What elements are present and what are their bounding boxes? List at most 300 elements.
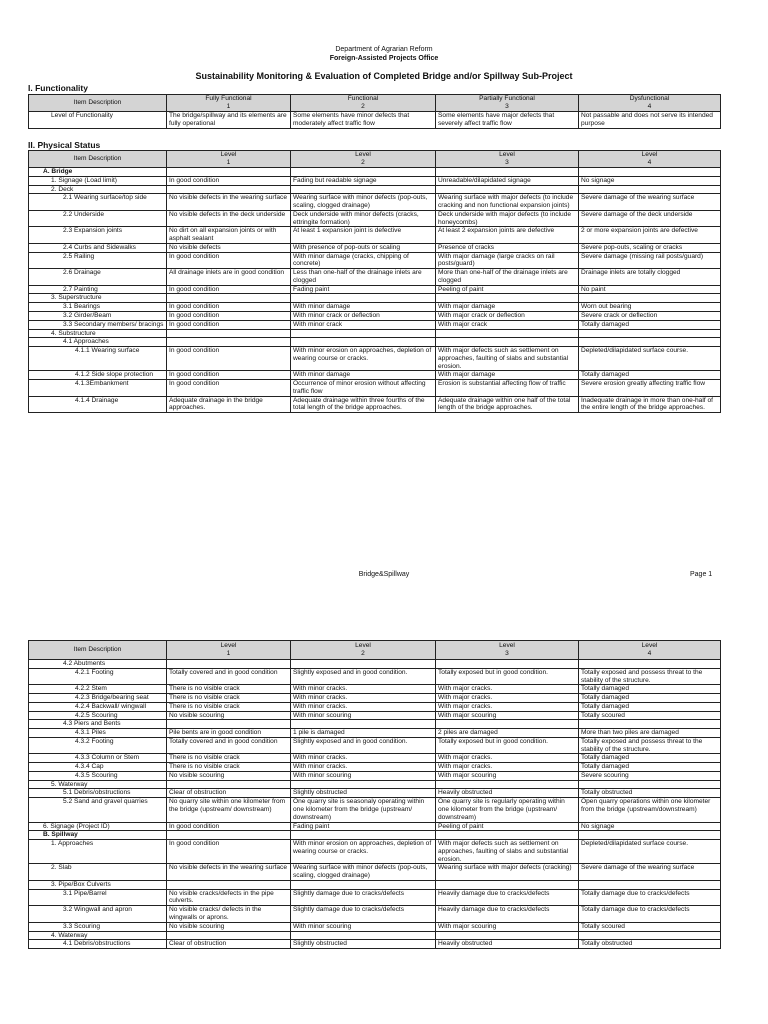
level-cell: With major cracks. bbox=[436, 685, 579, 694]
item-description-cell: 5.2 Sand and gravel quarries bbox=[29, 798, 167, 822]
table-row bbox=[29, 320, 721, 329]
level-cell: No visible scouring bbox=[167, 922, 291, 931]
table-row bbox=[29, 906, 721, 923]
level-cell bbox=[167, 831, 291, 840]
item-description-cell: 2.2 Underside bbox=[29, 210, 167, 227]
item-description-cell: 5. Waterway bbox=[29, 780, 167, 789]
level-cell bbox=[291, 931, 436, 940]
footer-label: Bridge&Spillway bbox=[358, 571, 410, 578]
level-cell bbox=[167, 185, 291, 194]
level-cell: In good condition bbox=[167, 312, 291, 321]
level-cell: With minor erosion on approaches, depletion of wearing course or cracks. bbox=[291, 347, 436, 371]
column-header: Dysfunctional 4 bbox=[579, 95, 721, 112]
level-cell bbox=[167, 880, 291, 889]
item-description-cell: 2. Deck bbox=[29, 185, 167, 194]
table-row bbox=[29, 371, 721, 380]
table-row bbox=[29, 185, 721, 194]
level-cell: With major damage bbox=[436, 303, 579, 312]
level-cell: Slightly exposed and in good condition. bbox=[291, 668, 436, 685]
level-cell: Some elements have minor defects that moderately affect traffic flow bbox=[291, 112, 436, 129]
item-description-cell: 1. Approaches bbox=[29, 840, 167, 864]
level-cell bbox=[291, 831, 436, 840]
level-cell: 1 pile is damaged bbox=[291, 729, 436, 738]
level-cell bbox=[579, 338, 721, 347]
item-description-cell: 4.1.1 Wearing surface bbox=[29, 347, 167, 371]
level-cell: Slightly damage due to cracks/defects bbox=[291, 889, 436, 906]
level-cell: Adequate drainage within one half of the total length of the bridge approaches. bbox=[436, 396, 579, 413]
level-cell: Heavily damage due to cracks/defects bbox=[436, 889, 579, 906]
level-cell: Deck underside with minor defects (cracks, ettringite formation) bbox=[291, 210, 436, 227]
level-cell: With major cracks. bbox=[436, 694, 579, 703]
level-cell: In good condition bbox=[167, 303, 291, 312]
level-cell: No visible scouring bbox=[167, 711, 291, 720]
column-header: Level 4 bbox=[579, 151, 721, 168]
document-title: Sustainability Monitoring & Evaluation of Completed Bridge and/or Spillway Sub-Project bbox=[195, 71, 573, 81]
item-description-cell: 3.2 Girder/Beam bbox=[29, 312, 167, 321]
level-cell: Totally exposed and possess threat to the stability of the structure. bbox=[579, 737, 721, 754]
level-cell bbox=[291, 780, 436, 789]
level-cell: Severe damage of the wearing surface bbox=[579, 864, 721, 881]
column-header: Functional 2 bbox=[291, 95, 436, 112]
table-row bbox=[29, 737, 721, 754]
level-cell: Fading but readable signage bbox=[291, 176, 436, 185]
physical-status-table-continued bbox=[28, 640, 721, 949]
column-header: Level 4 bbox=[579, 641, 721, 660]
level-cell: Occurrence of minor erosion without affecting traffic flow bbox=[291, 380, 436, 397]
table-row bbox=[29, 396, 721, 413]
level-cell bbox=[436, 780, 579, 789]
level-cell bbox=[579, 880, 721, 889]
level-cell: Not passable and does not serve its intended purpose bbox=[579, 112, 721, 129]
level-cell: Totally exposed and possess threat to the stability of the structure. bbox=[579, 668, 721, 685]
level-cell: No visible defects bbox=[167, 243, 291, 252]
level-cell: Wearing surface with major defects (to include cracking and non functional expansion joints) bbox=[436, 194, 579, 211]
level-cell: In good condition bbox=[167, 252, 291, 269]
table-row bbox=[29, 711, 721, 720]
table-row bbox=[29, 780, 721, 789]
table-row bbox=[29, 763, 721, 772]
level-cell bbox=[436, 329, 579, 338]
page-number: Page 1 bbox=[690, 571, 713, 578]
level-cell bbox=[167, 294, 291, 303]
level-cell bbox=[291, 294, 436, 303]
level-cell bbox=[291, 880, 436, 889]
physical-status-section-title: II. Physical Status bbox=[28, 140, 101, 150]
level-cell: Pile bents are in good condition bbox=[167, 729, 291, 738]
level-cell bbox=[291, 660, 436, 669]
table-row bbox=[29, 285, 721, 294]
level-cell: Heavily obstructed bbox=[436, 940, 579, 949]
level-cell: More than two piles are damaged bbox=[579, 729, 721, 738]
level-cell: With major damage (large cracks on rail posts/guard) bbox=[436, 252, 579, 269]
level-cell: No visible defects in the wearing surface bbox=[167, 194, 291, 211]
level-cell: Depleted/dilapidated surface course. bbox=[579, 347, 721, 371]
level-cell bbox=[579, 185, 721, 194]
column-header: Level 3 bbox=[436, 641, 579, 660]
level-cell: Heavily damage due to cracks/defects bbox=[436, 906, 579, 923]
level-cell: With presence of pop-outs or scaling bbox=[291, 243, 436, 252]
column-header: Item Description bbox=[29, 641, 167, 660]
office-name: Foreign-Assisted Projects Office bbox=[329, 55, 439, 62]
level-cell bbox=[436, 880, 579, 889]
level-cell: At least 2 expansion joints are defective bbox=[436, 227, 579, 244]
table-row bbox=[29, 880, 721, 889]
level-cell: With minor erosion on approaches, depletion of wearing course or cracks. bbox=[291, 840, 436, 864]
table-row bbox=[29, 660, 721, 669]
level-cell: Wearing surface with minor defects (pop-outs, scaling, clogged drainage) bbox=[291, 864, 436, 881]
item-description-cell: 4.2.3 Bridge/bearing seat bbox=[29, 694, 167, 703]
table-row bbox=[29, 694, 721, 703]
functionality-section-title: I. Functionality bbox=[28, 83, 88, 93]
item-description-cell: 4.2.2 Stem bbox=[29, 685, 167, 694]
level-cell bbox=[436, 931, 579, 940]
level-cell: Totally obstructed bbox=[579, 789, 721, 798]
table-row bbox=[29, 252, 721, 269]
table-row bbox=[29, 210, 721, 227]
department-name: Department of Agrarian Reform bbox=[335, 46, 433, 53]
item-description-cell: 4. Substructure bbox=[29, 329, 167, 338]
level-cell: There is no visible crack bbox=[167, 763, 291, 772]
table-row bbox=[29, 243, 721, 252]
item-description-cell: 5.1 Debris/obstructions bbox=[29, 789, 167, 798]
level-cell: Totally exposed but in good condition. bbox=[436, 737, 579, 754]
level-cell: Totally damage due to cracks/defects bbox=[579, 889, 721, 906]
item-description-cell: 3. Pipe/Box Culverts bbox=[29, 880, 167, 889]
table-row bbox=[29, 329, 721, 338]
column-header: Item Description bbox=[29, 95, 167, 112]
level-cell: Totally damaged bbox=[579, 702, 721, 711]
level-cell: Totally scoured bbox=[579, 711, 721, 720]
level-cell: Erosion is substantial affecting flow of traffic bbox=[436, 380, 579, 397]
level-cell bbox=[167, 168, 291, 177]
level-cell: With major scouring bbox=[436, 922, 579, 931]
level-cell: Totally damaged bbox=[579, 763, 721, 772]
table-row bbox=[29, 771, 721, 780]
level-cell: Drainage inlets are totally clogged bbox=[579, 269, 721, 286]
item-description-cell: 4.2.1 Footing bbox=[29, 668, 167, 685]
level-cell: Totally exposed but in good condition. bbox=[436, 668, 579, 685]
table-row bbox=[29, 931, 721, 940]
table-row bbox=[29, 789, 721, 798]
item-description-cell: 3.3 Scouring bbox=[29, 922, 167, 931]
table-row bbox=[29, 940, 721, 949]
level-cell: In good condition bbox=[167, 285, 291, 294]
item-description-cell: 4.3 Piers and Bents bbox=[29, 720, 167, 729]
level-cell: No visible scouring bbox=[167, 771, 291, 780]
level-cell: With minor scouring bbox=[291, 922, 436, 931]
table-row bbox=[29, 720, 721, 729]
level-cell: Worn out bearing bbox=[579, 303, 721, 312]
table-row bbox=[29, 380, 721, 397]
level-cell: Totally obstructed bbox=[579, 940, 721, 949]
level-cell: With major crack or deflection bbox=[436, 312, 579, 321]
level-cell: Unreadable/dilapidated signage bbox=[436, 176, 579, 185]
level-cell bbox=[167, 720, 291, 729]
table-row bbox=[29, 831, 721, 840]
level-cell: Fading paint bbox=[291, 285, 436, 294]
level-cell: Totally damaged bbox=[579, 754, 721, 763]
column-header: Level 3 bbox=[436, 151, 579, 168]
level-cell bbox=[436, 168, 579, 177]
level-cell bbox=[291, 338, 436, 347]
level-cell: No dirt on all expansion joints or with asphalt sealant bbox=[167, 227, 291, 244]
level-cell: With minor crack bbox=[291, 320, 436, 329]
level-cell: In good condition bbox=[167, 840, 291, 864]
item-description-cell: 4.3.5 Scouring bbox=[29, 771, 167, 780]
level-cell bbox=[579, 294, 721, 303]
level-cell: With minor cracks. bbox=[291, 702, 436, 711]
table-row bbox=[29, 269, 721, 286]
item-description-cell: 4.2.5 Scouring bbox=[29, 711, 167, 720]
table-row bbox=[29, 303, 721, 312]
table-row bbox=[29, 227, 721, 244]
level-cell: No paint bbox=[579, 285, 721, 294]
table-row bbox=[29, 312, 721, 321]
item-description-cell: 2. Slab bbox=[29, 864, 167, 881]
level-cell: No signage bbox=[579, 176, 721, 185]
item-description-cell: 3.3 Secondary members/ bracings bbox=[29, 320, 167, 329]
column-header: Partially Functional 3 bbox=[436, 95, 579, 112]
table-row bbox=[29, 729, 721, 738]
level-cell bbox=[167, 780, 291, 789]
item-description-cell: 4.3.3 Column or Stem bbox=[29, 754, 167, 763]
table-row bbox=[29, 702, 721, 711]
level-cell bbox=[436, 338, 579, 347]
item-description-cell: Level of Functionality bbox=[29, 112, 167, 129]
level-cell: Totally damage due to cracks/defects bbox=[579, 906, 721, 923]
level-cell bbox=[579, 720, 721, 729]
level-cell bbox=[579, 329, 721, 338]
level-cell: No visible defects in the deck underside bbox=[167, 210, 291, 227]
level-cell bbox=[436, 660, 579, 669]
item-description-cell: B. Spillway bbox=[29, 831, 167, 840]
column-header: Level 2 bbox=[291, 641, 436, 660]
table-row bbox=[29, 922, 721, 931]
item-description-cell: 4.3.2 Footing bbox=[29, 737, 167, 754]
level-cell: No quarry site within one kilometer from the bridge (upstream/ downstream) bbox=[167, 798, 291, 822]
level-cell: No visible defects in the wearing surface bbox=[167, 864, 291, 881]
level-cell: With major damage bbox=[436, 371, 579, 380]
level-cell: With minor scouring bbox=[291, 711, 436, 720]
column-header: Level 1 bbox=[167, 641, 291, 660]
level-cell bbox=[291, 185, 436, 194]
level-cell: Less than one-half of the drainage inlets are clogged bbox=[291, 269, 436, 286]
level-cell: No visible cracks/defects in the pipe culverts. bbox=[167, 889, 291, 906]
level-cell: With minor cracks. bbox=[291, 694, 436, 703]
level-cell bbox=[436, 831, 579, 840]
level-cell: Severe damage (missing rail posts/guard) bbox=[579, 252, 721, 269]
level-cell: All drainage inlets are in good condition bbox=[167, 269, 291, 286]
item-description-cell: 2.6 Drainage bbox=[29, 269, 167, 286]
level-cell: In good condition bbox=[167, 347, 291, 371]
level-cell: Clear of obstruction bbox=[167, 789, 291, 798]
item-description-cell: 4.2 Abutments bbox=[29, 660, 167, 669]
table-header-row bbox=[29, 151, 721, 168]
level-cell: There is no visible crack bbox=[167, 702, 291, 711]
level-cell: 2 piles are damaged bbox=[436, 729, 579, 738]
level-cell: No visible cracks/ defects in the wingwalls or aprons. bbox=[167, 906, 291, 923]
item-description-cell: 6. Signage (Project ID) bbox=[29, 822, 167, 831]
table-row bbox=[29, 754, 721, 763]
item-description-cell: 2.5 Railing bbox=[29, 252, 167, 269]
level-cell: With minor cracks. bbox=[291, 754, 436, 763]
level-cell: Heavily obstructed bbox=[436, 789, 579, 798]
item-description-cell: 4. Waterway bbox=[29, 931, 167, 940]
table-row bbox=[29, 840, 721, 864]
level-cell: With minor crack or deflection bbox=[291, 312, 436, 321]
level-cell: Slightly obstructed bbox=[291, 789, 436, 798]
table-row bbox=[29, 889, 721, 906]
level-cell: One quarry site is regularly operating within one kilometer from the bridge (upstream/ downstream) bbox=[436, 798, 579, 822]
level-cell bbox=[579, 931, 721, 940]
level-cell bbox=[436, 294, 579, 303]
column-header: Fully Functional 1 bbox=[167, 95, 291, 112]
item-description-cell: 2.4 Curbs and Sidewalks bbox=[29, 243, 167, 252]
level-cell bbox=[167, 338, 291, 347]
table-header-row bbox=[29, 641, 721, 660]
level-cell bbox=[436, 185, 579, 194]
level-cell: With minor cracks. bbox=[291, 763, 436, 772]
level-cell: Totally damaged bbox=[579, 371, 721, 380]
level-cell: Severe damage of the deck underside bbox=[579, 210, 721, 227]
level-cell: Adequate drainage in the bridge approaches. bbox=[167, 396, 291, 413]
level-cell: Severe crack or deflection bbox=[579, 312, 721, 321]
level-cell: Wearing surface with minor defects (pop-outs, scaling, clogged drainage) bbox=[291, 194, 436, 211]
physical-status-table bbox=[28, 150, 721, 413]
column-header: Level 1 bbox=[167, 151, 291, 168]
level-cell: With major defects such as settlement on approaches, faulting of slabs and substantial erosion. bbox=[436, 347, 579, 371]
level-cell: Clear of obstruction bbox=[167, 940, 291, 949]
item-description-cell: 2.1 Wearing surface/top side bbox=[29, 194, 167, 211]
level-cell: Peeling of paint bbox=[436, 285, 579, 294]
level-cell bbox=[579, 660, 721, 669]
level-cell: There is no visible crack bbox=[167, 685, 291, 694]
table-row bbox=[29, 294, 721, 303]
level-cell: Totally damaged bbox=[579, 694, 721, 703]
level-cell: Slightly exposed and in good condition. bbox=[291, 737, 436, 754]
item-description-cell: 4.1 Debris/obstructions bbox=[29, 940, 167, 949]
level-cell: In good condition bbox=[167, 320, 291, 329]
level-cell: With minor cracks. bbox=[291, 685, 436, 694]
item-description-cell: 2.3 Expansion joints bbox=[29, 227, 167, 244]
level-cell: In good condition bbox=[167, 371, 291, 380]
level-cell: Adequate drainage within three fourths of the total length of the bridge approaches. bbox=[291, 396, 436, 413]
level-cell: No signage bbox=[579, 822, 721, 831]
level-cell: In good condition bbox=[167, 822, 291, 831]
item-description-cell: 4.1 Approaches bbox=[29, 338, 167, 347]
level-cell bbox=[167, 329, 291, 338]
level-cell bbox=[167, 931, 291, 940]
level-cell bbox=[579, 831, 721, 840]
functionality-table bbox=[28, 94, 721, 129]
level-cell: Severe erosion greatly affecting traffic flow bbox=[579, 380, 721, 397]
level-cell: Peeling of paint bbox=[436, 822, 579, 831]
item-description-cell: A. Bridge bbox=[29, 168, 167, 177]
level-cell: Totally damaged bbox=[579, 320, 721, 329]
level-cell: With major cracks. bbox=[436, 754, 579, 763]
table-row bbox=[29, 112, 721, 129]
level-cell: 2 or more expansion joints are defective bbox=[579, 227, 721, 244]
level-cell: With minor damage (cracks, chipping of concrete) bbox=[291, 252, 436, 269]
table-row bbox=[29, 798, 721, 822]
level-cell: At least 1 expansion joint is defective bbox=[291, 227, 436, 244]
item-description-cell: 4.1.4 Drainage bbox=[29, 396, 167, 413]
level-cell: One quarry site is seasonaly operating within one kilometer from the bridge (upstream/ downstream) bbox=[291, 798, 436, 822]
item-description-cell: 3.1 Bearings bbox=[29, 303, 167, 312]
level-cell: Totally covered and in good condition bbox=[167, 737, 291, 754]
level-cell: Depleted/dilapidated surface course. bbox=[579, 840, 721, 864]
table-row bbox=[29, 338, 721, 347]
item-description-cell: 4.2.4 Backwall/ wingwall bbox=[29, 702, 167, 711]
level-cell: In good condition bbox=[167, 380, 291, 397]
level-cell bbox=[436, 720, 579, 729]
level-cell: Wearing surface with major defects (cracking) bbox=[436, 864, 579, 881]
item-description-cell: 1. Signage (Load limit) bbox=[29, 176, 167, 185]
item-description-cell: 4.1.3Embankment bbox=[29, 380, 167, 397]
item-description-cell: 4.1.2 Side slope protection bbox=[29, 371, 167, 380]
level-cell: Severe scouring bbox=[579, 771, 721, 780]
level-cell: With major defects such as settlement on approaches, faulting of slabs and substantial erosion. bbox=[436, 840, 579, 864]
item-description-cell: 2.7 Painting bbox=[29, 285, 167, 294]
level-cell: In good condition bbox=[167, 176, 291, 185]
table-row bbox=[29, 864, 721, 881]
table-row bbox=[29, 176, 721, 185]
level-cell: Some elements have major defects that severely affect traffic flow bbox=[436, 112, 579, 129]
item-description-cell: 4.3.1 Piles bbox=[29, 729, 167, 738]
level-cell: Fading paint bbox=[291, 822, 436, 831]
table-row bbox=[29, 168, 721, 177]
table-row bbox=[29, 347, 721, 371]
level-cell: With major crack bbox=[436, 320, 579, 329]
level-cell: Totally scoured bbox=[579, 922, 721, 931]
level-cell: With major scouring bbox=[436, 771, 579, 780]
level-cell: With major cracks. bbox=[436, 763, 579, 772]
table-row bbox=[29, 668, 721, 685]
level-cell: With major scouring bbox=[436, 711, 579, 720]
level-cell: With minor scouring bbox=[291, 771, 436, 780]
level-cell: Deck underside with major defects (to include honeycombs) bbox=[436, 210, 579, 227]
level-cell: With minor damage bbox=[291, 371, 436, 380]
level-cell bbox=[579, 168, 721, 177]
level-cell: With minor damage bbox=[291, 303, 436, 312]
level-cell: Totally covered and in good condition bbox=[167, 668, 291, 685]
level-cell: With major cracks. bbox=[436, 702, 579, 711]
level-cell: Severe damage of the wearing surface bbox=[579, 194, 721, 211]
table-header-row bbox=[29, 95, 721, 112]
level-cell: There is no visible crack bbox=[167, 754, 291, 763]
level-cell: More than one-half of the drainage inlets are clogged bbox=[436, 269, 579, 286]
column-header: Item Description bbox=[29, 151, 167, 168]
table-row bbox=[29, 685, 721, 694]
item-description-cell: 4.3.4 Cap bbox=[29, 763, 167, 772]
level-cell bbox=[167, 660, 291, 669]
level-cell: Slightly obstructed bbox=[291, 940, 436, 949]
level-cell: Presence of cracks bbox=[436, 243, 579, 252]
level-cell: There is no visible crack bbox=[167, 694, 291, 703]
level-cell bbox=[291, 720, 436, 729]
item-description-cell: 3.1 Pipe/Barrel bbox=[29, 889, 167, 906]
level-cell bbox=[291, 168, 436, 177]
level-cell bbox=[291, 329, 436, 338]
column-header: Level 2 bbox=[291, 151, 436, 168]
level-cell: The bridge/spillway and its elements are fully operational bbox=[167, 112, 291, 129]
table-row bbox=[29, 194, 721, 211]
level-cell: Severe pop-outs, scaling or cracks bbox=[579, 243, 721, 252]
item-description-cell: 3.2 Wingwall and apron bbox=[29, 906, 167, 923]
level-cell: Slightly damage due to cracks/defects bbox=[291, 906, 436, 923]
table-row bbox=[29, 822, 721, 831]
level-cell: Totally damaged bbox=[579, 685, 721, 694]
